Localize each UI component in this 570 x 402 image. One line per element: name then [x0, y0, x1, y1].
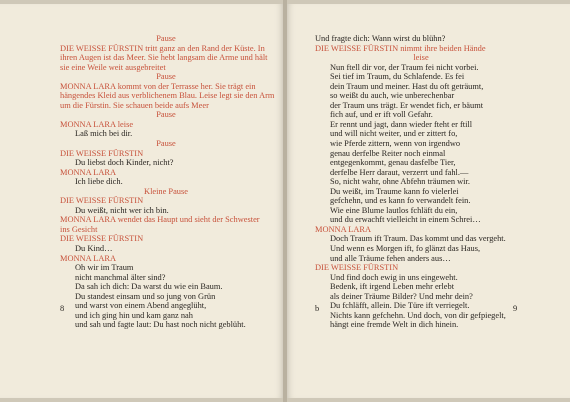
- verse-line: Nichts kann gefchehn. Und doch, von dir gefpiegelt,: [330, 310, 506, 320]
- verse-line: Er rennt und jagt, dann wieder fteht er ftill: [330, 119, 473, 129]
- verse-line: Sei tief im Traum, du Schlafende. Es fei: [330, 72, 465, 82]
- verse-line: dein Traum und meiner. Hast du oft geträumt,: [330, 81, 484, 91]
- verse-line: und du erwachft vielleicht in einem Schrei…: [330, 215, 481, 225]
- stage-direction-line: ihren Augen ist das Meer. Sie hebt langsam die Arme und hält: [60, 53, 268, 63]
- stage-direction-line: Pause: [156, 72, 176, 82]
- stage-direction-line: MONNA LARA kommt von der Terrasse her. Sie trägt ein: [60, 81, 256, 91]
- verse-line: derfelbe Herr daraut, verzerrt und fahl.—: [330, 167, 469, 177]
- verse-line: fich auf, und er ift voll Gefahr.: [330, 110, 433, 120]
- verse-line: So, nicht wahr, ohne Abfehn träumen wir.: [330, 177, 470, 187]
- stage-direction-line: hängendes Kleid aus verblichenem Blau. Leise legt sie den Arm: [60, 91, 275, 101]
- verse-line: wie Pferde zittern, wenn von irgendwo: [330, 139, 461, 149]
- verse-line: Du Kind…: [75, 244, 113, 254]
- verse-line: und ich ging hin und kam ganz nah: [75, 310, 193, 320]
- right-page: [287, 4, 570, 398]
- verse-line: Du liebst doch Kinder, nicht?: [75, 158, 174, 168]
- verse-line: Da sah ich dich: Da warst du wie ein Baum.: [75, 282, 223, 292]
- verse-line: Wie eine Blume lautlos fchläft du ein,: [330, 205, 458, 215]
- stage-direction-line: Pause: [156, 110, 176, 120]
- verse-line: der Traum uns trägt. Er wendet fich, er bäumt: [330, 100, 484, 110]
- verse-line: nicht manchmal älter sind?: [75, 272, 166, 282]
- stage-direction-line: DIE WEISSE FÜRSTIN: [315, 263, 399, 273]
- verse-line: genau derfelbe Reiter noch einmal: [330, 148, 446, 158]
- stage-direction-line: DIE WEISSE FÜRSTIN: [60, 234, 144, 244]
- stage-direction-line: MONNA LARA: [60, 167, 117, 177]
- stage-direction-line: leise: [413, 53, 429, 63]
- verse-line: als deiner Träume Bilder? Und mehr dein?: [330, 291, 473, 301]
- right-text-column: [315, 34, 527, 330]
- stage-direction-line: MONNA LARA wendet das Haupt und sieht der Schwester: [60, 215, 260, 225]
- page-number-right: 9: [513, 304, 518, 313]
- stage-direction-line: um die Fürstin. Sie schauen beide aufs Meer: [60, 100, 209, 110]
- verse-line: Und fragte dich: Wann wirst du blühn?: [315, 34, 446, 43]
- verse-line: Du fchläfft, allein. Die Türe ift verriegelt.: [330, 301, 470, 311]
- verse-line: Und find doch ewig in uns eingeweht.: [330, 272, 458, 282]
- left-text-column: [60, 34, 275, 330]
- stage-direction-line: ins Gesicht: [60, 224, 98, 234]
- stage-direction-line: DIE WEISSE FÜRSTIN nimmt ihre beiden Hände: [315, 43, 486, 53]
- verse-line: Laß mich bei dir.: [75, 129, 133, 139]
- verse-line: Du weißt, im Traume kann fo vielerlei: [330, 186, 459, 196]
- stage-direction-line: DIE WEISSE FÜRSTIN: [60, 196, 144, 206]
- verse-line: Du standest einsam und so jung von Grün: [75, 291, 216, 301]
- stage-direction-line: sie eine Weile weit ausgebreitet: [60, 62, 166, 72]
- verse-line: Ich liebe dich.: [75, 177, 123, 187]
- stage-direction-line: MONNA LARA: [315, 224, 372, 234]
- stage-direction-line: MONNA LARA: [60, 253, 117, 263]
- verse-line: Nun ftell dir vor, der Traum fei nicht vorbei.: [330, 62, 479, 72]
- verse-line: Doch Traum ift Traum. Das kommt und das vergeht.: [330, 234, 506, 244]
- stage-direction-line: DIE WEISSE FÜRSTIN tritt ganz an den Rand der Küste. In: [60, 43, 265, 53]
- verse-line: so weißt du auch, wie unberechenbar: [330, 91, 455, 101]
- verse-line: entgegenkommt, genau dasfelbe Tier,: [330, 158, 456, 168]
- verse-line: Du weißt, nicht wer ich bin.: [75, 205, 169, 215]
- verse-line: und sah und fagte laut: Du hast noch nicht geblüht.: [75, 320, 246, 330]
- stage-direction-line: MONNA LARA leise: [60, 119, 134, 129]
- verse-line: und will nicht weiter, und er zittert fo,: [330, 129, 458, 139]
- verse-line: Und wenn es Morgen ift, fo glänzt das Haus,: [330, 244, 481, 254]
- verse-line: gefchehn, und es kann fo verwandelt fein.: [330, 196, 471, 206]
- stage-direction-line: DIE WEISSE FÜRSTIN: [60, 148, 144, 158]
- verse-line: hängt eine fremde Welt in dich hinein.: [330, 320, 459, 330]
- left-page: [0, 4, 283, 398]
- stage-direction-line: Pause: [156, 139, 176, 149]
- verse-line: Oh wir im Traum: [75, 263, 134, 273]
- verse-line: Bedenk, ift irgend Leben mehr erlebt: [330, 282, 455, 292]
- verse-line: und alle Träume fehen anders aus…: [330, 253, 451, 263]
- stage-direction-line: Kleine Pause: [144, 186, 188, 196]
- verse-line: und warst von einem Abend angeglüht,: [75, 301, 207, 311]
- signature-mark: b: [315, 304, 320, 313]
- stage-direction-line: Pause: [156, 34, 176, 43]
- page-number-left: 8: [60, 304, 65, 313]
